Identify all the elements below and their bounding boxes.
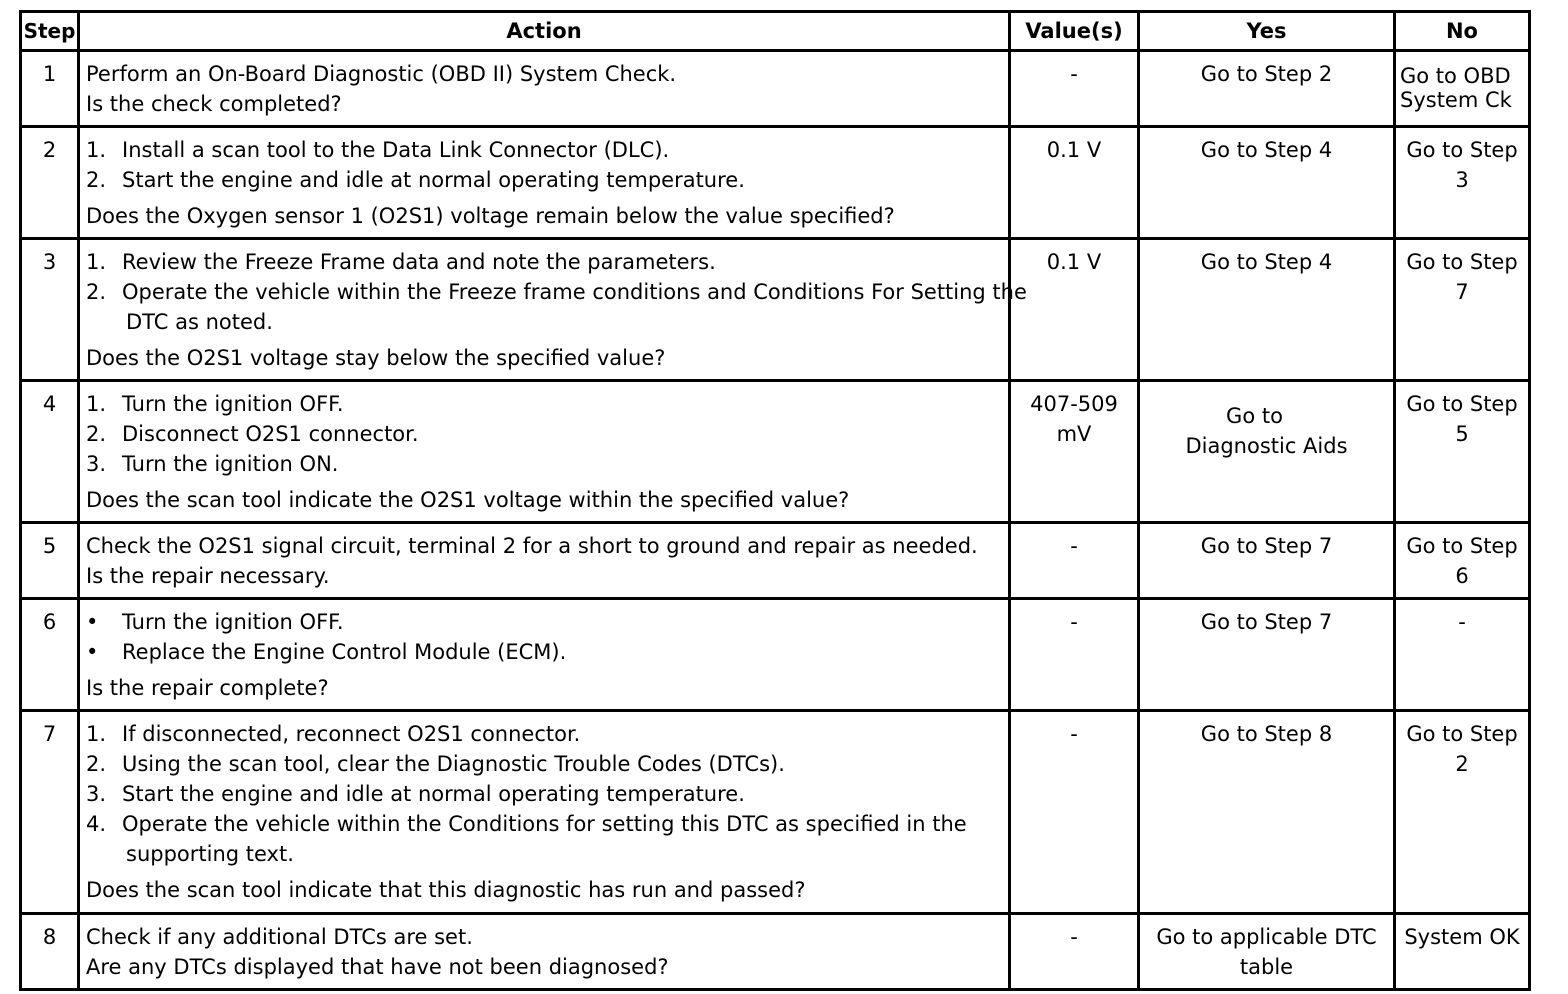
action-step-line: Review the Freeze Frame data and note the parameters. [122,250,716,274]
action-step-item [86,135,1000,165]
value-cell [1010,239,1139,381]
yes-text: Go to Step 7 [1200,610,1333,634]
action-step-text [122,277,1027,337]
no-cell [1395,523,1530,599]
no-line: - [1458,610,1466,634]
no-line: System OK [1404,925,1520,949]
action-step-item [86,247,1000,277]
action-cell [79,127,1010,239]
action-cell [79,523,1010,599]
action-line: Is the repair necessary. [86,564,330,588]
action-step-line: Disconnect O2S1 connector. [122,422,419,446]
action-step-line: Install a scan tool to the Data Link Connector (DLC). [122,138,670,162]
yes-text: Go to Step 7 [1200,534,1333,558]
yes-text: Go to Step 2 [1200,62,1333,86]
value-line: mV [1056,422,1092,446]
no-cell [1395,381,1530,523]
value-cell [1010,127,1139,239]
action-step-list [86,247,1027,337]
action-step-marker: 4. [86,812,107,836]
action-step-text [122,809,1000,869]
no-line: 7 [1455,280,1469,304]
yes-text: Go to Step 4 [1200,138,1333,162]
yes-cell [1139,51,1395,127]
yes-text: Go to Step 4 [1200,250,1333,274]
action-step-item [86,389,1000,419]
table-row [21,914,1530,990]
action-line: Is the check completed? [86,92,342,116]
action-step-text [122,389,1000,419]
yes-block [1140,389,1393,461]
table-row [21,711,1530,914]
action-line: Perform an On-Board Diagnostic (OBD II) System Check. [86,62,677,86]
table-row [21,127,1530,239]
action-cell [79,381,1010,523]
no-line: System Ck [1400,88,1512,112]
no-line: Go to Step [1406,722,1518,746]
action-step-line: Replace the Engine Control Module (ECM). [122,640,567,664]
action-step-line: Start the engine and idle at normal operating temperature. [122,782,745,806]
step-number: 5 [21,523,79,599]
no-line: Go to Step [1406,138,1518,162]
no-line: Go to OBD [1400,64,1511,88]
action-step-item [86,749,1000,779]
action-step-item [86,607,1000,637]
yes-cell [1139,711,1395,914]
action-step-line: Operate the vehicle within the Freeze frame conditions and Conditions For Setting the [122,280,1027,304]
value-text: - [1070,62,1078,86]
action-question: Is the repair complete? [86,676,329,700]
action-step-item [86,719,1000,749]
value-cell [1010,381,1139,523]
step-number: 8 [21,914,79,990]
yes-line: Go to [1226,404,1283,428]
yes-block [1140,922,1393,982]
action-step-marker: 1. [86,722,107,746]
header-yes: Yes [1139,12,1395,51]
action-step-marker: 3. [86,782,107,806]
value-text: 0.1 V [1046,250,1102,274]
value-text: - [1070,722,1078,746]
action-step-marker: 1. [86,250,107,274]
action-step-marker: 3. [86,452,107,476]
action-step-line: Turn the ignition OFF. [122,610,344,634]
value-text: - [1070,534,1078,558]
no-line: Go to Step [1406,250,1518,274]
action-step-text [122,779,1000,809]
action-step-item [86,779,1000,809]
action-step-list [86,607,1000,667]
action-step-text [122,607,1000,637]
no-cell [1395,51,1530,127]
table-row [21,599,1530,711]
action-question: Does the O2S1 voltage stay below the specified value? [86,346,666,370]
yes-cell [1139,127,1395,239]
header-values: Value(s) [1010,12,1139,51]
action-step-line: supporting text. [126,842,294,866]
action-cell [79,239,1027,381]
action-step-marker: 2. [86,280,107,304]
action-step-line: DTC as noted. [126,310,273,334]
action-step-item [86,637,1000,667]
step-number: 6 [21,599,79,711]
value-cell [1010,599,1139,711]
action-step-text [122,135,1000,165]
no-line: 3 [1455,168,1469,192]
step-number: 3 [21,239,79,381]
step-number: 2 [21,127,79,239]
action-step-text [122,749,1000,779]
action-step-item [86,277,1027,337]
yes-cell [1139,523,1395,599]
diagnostic-table [19,10,1531,991]
action-step-marker: 1. [86,392,107,416]
action-step-line: Operate the vehicle within the Conditions for setting this DTC as specified in the [122,812,967,836]
action-step-text [122,449,1000,479]
action-step-marker: • [86,640,99,664]
action-cell [79,914,1010,990]
table-row [21,381,1530,523]
action-step-marker: 2. [86,168,107,192]
value-text: - [1070,610,1078,634]
table-row [21,51,1530,127]
no-cell [1395,127,1530,239]
action-question: Does the scan tool indicate that this diagnostic has run and passed? [86,878,806,902]
yes-line: Go to applicable DTC [1156,925,1377,949]
step-number: 1 [21,51,79,127]
value-cell [1010,51,1139,127]
step-number: 7 [21,711,79,914]
yes-cell [1139,239,1395,381]
value-line: 407-509 [1030,392,1118,416]
action-step-item [86,449,1000,479]
action-step-list [86,135,1000,195]
action-cell [79,599,1010,711]
yes-cell [1139,599,1395,711]
action-line: Check if any additional DTCs are set. [86,925,473,949]
action-step-marker: 1. [86,138,107,162]
header-no: No [1395,12,1530,51]
header-step: Step [21,12,79,51]
action-step-line: Turn the ignition ON. [122,452,339,476]
value-cell [1010,523,1139,599]
action-line: Check the O2S1 signal circuit, terminal 2 for a short to ground and repair as needed. [86,534,978,558]
header-row [21,12,1530,51]
no-line: Go to Step [1406,392,1518,416]
table-body [21,51,1530,990]
step-number: 4 [21,381,79,523]
action-step-item [86,809,1000,869]
yes-text: Go to Step 8 [1200,722,1333,746]
action-question: Does the scan tool indicate the O2S1 voltage within the specified value? [86,488,850,512]
table-row [21,523,1530,599]
action-step-marker: 2. [86,422,107,446]
no-line: 2 [1455,752,1469,776]
action-step-line: If disconnected, reconnect O2S1 connector. [122,722,581,746]
header-action: Action [79,12,1010,51]
action-step-marker: 2. [86,752,107,776]
no-cell [1395,599,1530,711]
value-cell [1010,711,1139,914]
yes-line: table [1239,955,1294,979]
yes-line: Diagnostic Aids [1185,434,1348,458]
yes-cell [1139,381,1395,523]
no-line: Go to Step [1406,534,1518,558]
action-step-text [122,247,1000,277]
action-step-list [86,719,1000,869]
action-step-list [86,389,1000,479]
value-cell [1010,914,1139,990]
action-question: Does the Oxygen sensor 1 (O2S1) voltage remain below the value specified? [86,204,895,228]
table-row [21,239,1530,381]
action-step-item [86,419,1000,449]
action-cell [79,711,1010,914]
action-step-text [122,637,1000,667]
action-step-marker: • [86,610,99,634]
action-step-line: Using the scan tool, clear the Diagnostic Trouble Codes (DTCs). [122,752,785,776]
value-text: - [1070,925,1078,949]
action-line: Are any DTCs displayed that have not been diagnosed? [86,955,669,979]
no-cell [1395,914,1530,990]
no-line: 5 [1455,422,1469,446]
no-line: 6 [1455,564,1469,588]
action-step-text [122,165,1000,195]
action-step-text [122,719,1000,749]
action-step-line: Start the engine and idle at normal operating temperature. [122,168,745,192]
action-step-item [86,165,1000,195]
action-step-text [122,419,1000,449]
no-cell [1395,239,1530,381]
yes-cell [1139,914,1395,990]
value-text: 0.1 V [1046,138,1102,162]
no-cell [1395,711,1530,914]
action-cell [79,51,1010,127]
action-step-line: Turn the ignition OFF. [122,392,344,416]
